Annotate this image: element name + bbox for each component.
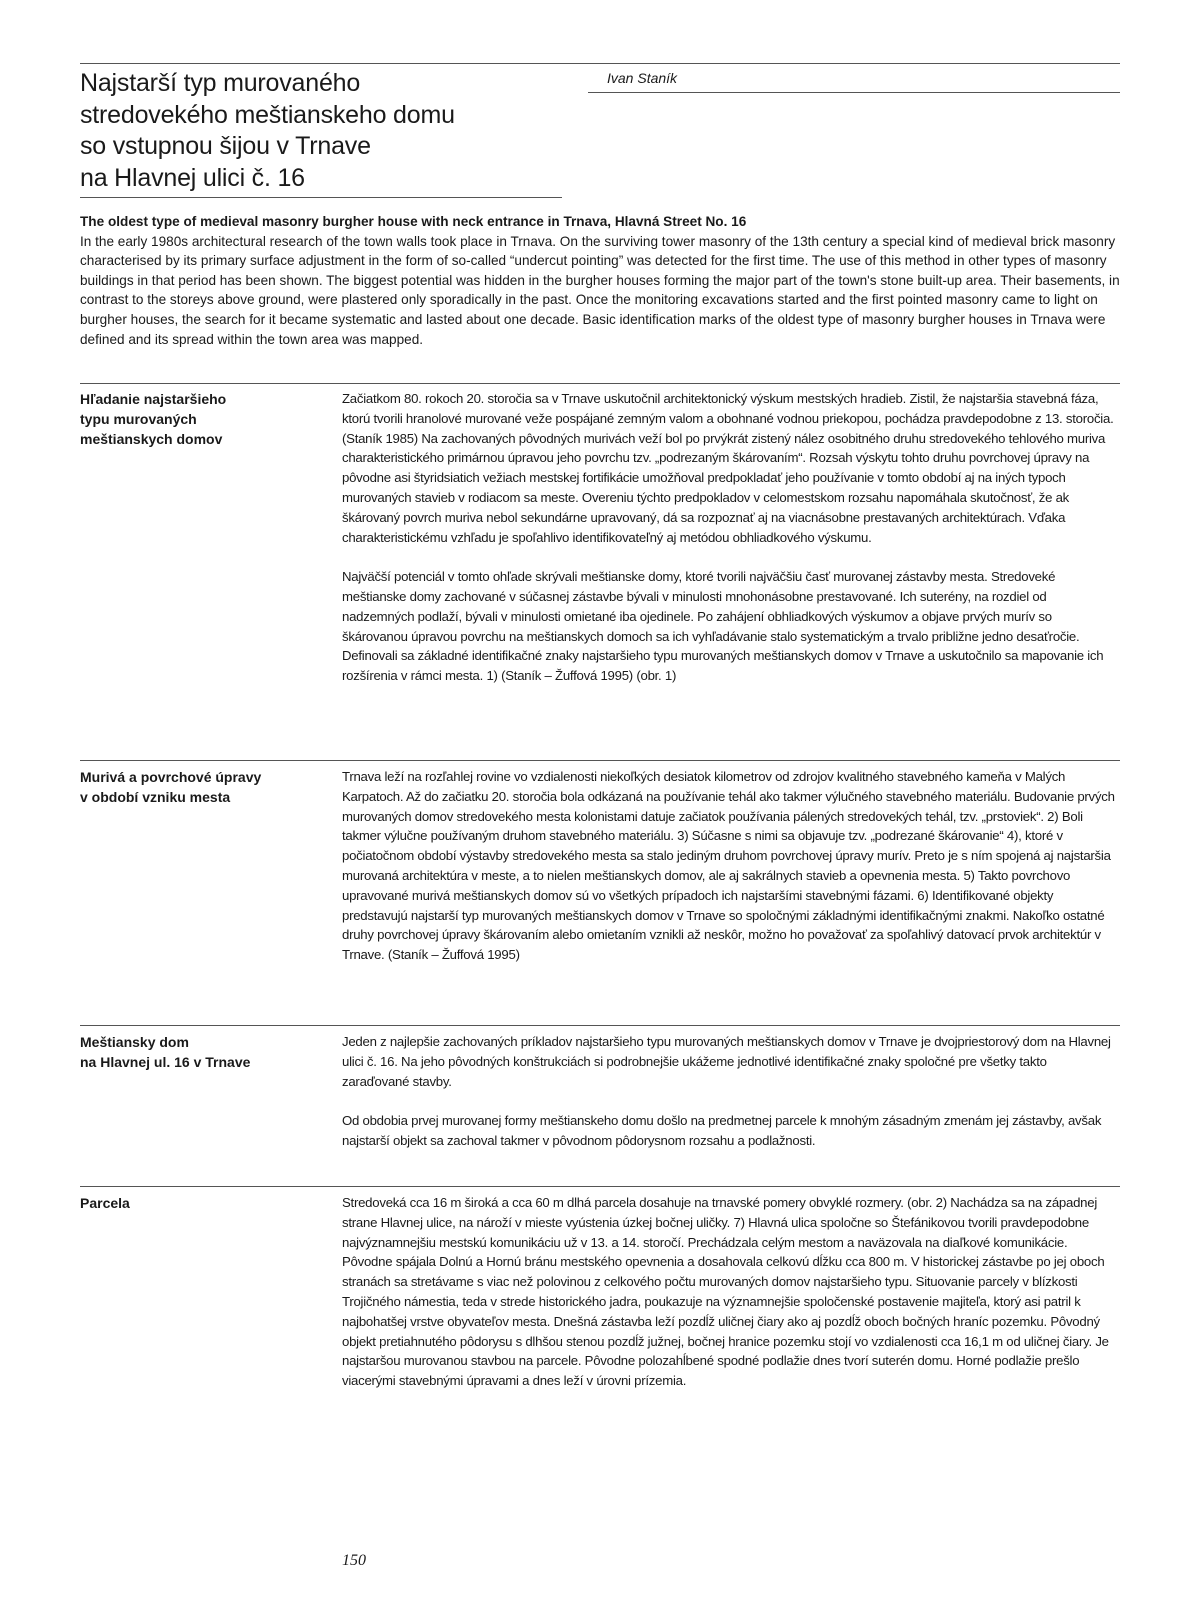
author-name: Ivan Staník (607, 70, 678, 86)
title-bottom-rule (80, 197, 562, 198)
section-2-body (342, 767, 1117, 965)
section-2-title (80, 767, 320, 807)
section-title-line: v období vzniku mesta (80, 789, 231, 805)
section-1-title (80, 389, 320, 449)
title-top-rule (80, 63, 1120, 64)
section-title-line: Murivá a povrchové úpravy (80, 769, 262, 785)
body-paragraph: Trnava leží na rozľahlej rovine vo vzdialenosti niekoľkých desiatok kilometrov od zdrojov kvalitného stavebného kameňa v Malých Karpatoch. Až do začiatku 20. storočia bola odkázaná na používanie tehál ako takmer výlučného stavebného materiálu. Budovanie prvých murovaných domov stredovekého mesta kolonistami datuje začiatok používania pálených stredovekých tehál, tzv. „prstoviek“. 2) Boli takmer výlučne používaným druhom stavebného materiálu. 3) Súčasne s nimi sa objavuje tzv. „podrezané škárovanie“ 4), ktoré v počiatočnom období výstavby stredovekého mesta sa stalo jediným druhom povrchovej úpravy murív. Preto je s ním spojená aj najstaršia murovaná architektúra v meste, a to nielen meštianskych domov, ale aj sakrálnych stavieb a opevnenia mesta. 5) Takto povrchovo upravované murivá meštianskych domov sú vo všetkých prípadoch ich najstaršími stavebnými fázami. 6) Identifikované objekty predstavujú najstarší typ murovaných meštianskych domov v Trnave so spoločnými základnými identifikačnými znakmi. Nakoľko ostatné druhy povrchovej úpravy škárovaním alebo omietaním vznikli až neskôr, možno ho považovať za spoľahlivý datovací prvok architektúr v Trnave. (Staník – Žuffová 1995) (342, 769, 1115, 963)
body-paragraph: Jeden z najlepšie zachovaných príkladov najstaršieho typu murovaných meštianskych domov v Trnave je dvojpriestorový dom na Hlavnej ulici č. 16. Na jeho pôvodných konštrukciách si podrobnejšie ukážeme jednotlivé identifikačné znaky spoločné pre všetky takto zaraďované stavby. (342, 1034, 1111, 1089)
section-1-body (342, 389, 1117, 686)
body-paragraph: Začiatkom 80. rokoch 20. storočia sa v Trnave uskutočnil architektonický výskum mestských hradieb. Zistil, že najstaršia stavebná fáza, ktorú tvorili hranolové murované veže pospájané zemným valom a obohnané vodnou priekopou, pochádza pravdepodobne z 13. storočia. (Staník 1985) Na zachovaných pôvodných murivách veží bol po prvýkrát zistený nález osobitného druhu stredovekého tehlového muriva charakteristického primárnou úpravou jeho povrchu tzv. „podrezaným škárovaním“. Rozsah výskytu tohto druhu povrchovej úpravy na pôvodne asi štyridsiatich vežiach mestskej fortifikácie umožňoval predpokladať jeho používanie v tomto období aj na iných typoch murovaných stavieb v rodiacom sa meste. Overeniu týchto predpokladov v celomestskom rozsahu napomáhala skutočnosť, že ak škárovaný povrch muriva nebol sekundárne upravovaný, dá sa rozpoznať aj na viacnásobne prestavaných architektúrach. Vďaka charakteristickému vzhľadu je spoľahlivo identifikovateľný aj metódou obhliadkového výskumu. (342, 391, 1114, 545)
article-title (80, 68, 550, 194)
section-title-line: na Hlavnej ul. 16 v Trnave (80, 1054, 251, 1070)
section-title-line: Hľadanie najstaršieho (80, 391, 227, 407)
section-4-rule (80, 1186, 1120, 1187)
section-4-title (80, 1193, 320, 1213)
title-line: so vstupnou šijou v Trnave (80, 132, 371, 160)
section-3-title (80, 1032, 320, 1072)
section-title-line: Parcela (80, 1195, 130, 1211)
abstract-heading: The oldest type of medieval masonry burgher house with neck entrance in Trnava, Hlavná Street No. 16 (80, 214, 747, 229)
section-1-rule (80, 383, 1120, 384)
title-line: na Hlavnej ulici č. 16 (80, 163, 305, 192)
title-line: Najstarší typ murovaného (80, 69, 361, 97)
english-abstract (80, 212, 1125, 349)
body-paragraph: Stredoveká cca 16 m široká a cca 60 m dlhá parcela dosahuje na trnavské pomery obvyklé rozmery. (obr. 2) Nachádza sa na západnej strane Hlavnej ulice, na nároží v mieste vyústenia úzkej bočnej uličky. 7) Hlavná ulica spoločne so Štefánikovou tvorili pravdepodobne najvýznamnejšiu mestskú komunikáciu už v 13. a 14. storočí. Prechádzala celým mestom a naväzovala na diaľkové komunikácie. Pôvodne spájala Dolnú a Hornú bránu mestského opevnenia a dosahovala celkovú dĺžku cca 800 m. V historickej zástavbe po jej oboch stranách sa stretávame s viac než polovinou z celkového počtu murovaných domov najstaršieho typu. Situovanie parcely v blízkosti Trojičného námestia, teda v strede historického jadra, poukazuje na významnejšie spoločenské postavenie majiteľa, ktorý asi patril k najbohatšej vrstve obyvateľov mesta. Dnešná zástavba leží pozdĺž uličnej čiary ako aj pozdĺž oboch bočných hraníc pozemku. Pôvodný objekt pretiahnutého pôdorysu s dlhšou stenou pozdĺž južnej, bočnej hranice pozemku stojí vo vzdialenosti cca 16,1 m od uličnej čiary. Je najstaršou murovanou stavbou na parcele. Pôvodne polozahĺbené spodné podlažie dnes tvorí suterén domu. Horné podlažie prešlo viacerými stavebnými úpravami a dnes leží v úrovni prízemia. (342, 1195, 1109, 1389)
section-title-line: meštianskych domov (80, 431, 223, 447)
page-number: 150 (342, 1552, 366, 1569)
section-title-line: Meštiansky dom (80, 1034, 189, 1050)
body-paragraph: Najväčší potenciál v tomto ohľade skrývali meštianske domy, ktoré tvorili najväčšiu časť murovanej zástavby mesta. Stredoveké meštianske domy zachované v súčasnej zástavbe bývali v minulosti mnohonásobne prestavované. Ich suterény, na rozdiel od nadzemných podlaží, bývali v minulosti omietané iba ojedinele. Po zahájení obhliadkových výskumov a objave prvých murív so škárovanou úpravou povrchu na meštianskych domoch sa ich vyhľadávanie stalo systematickým a trvalo približne jedno desaťročie. Definovali sa základné identifikačné znaky najstaršieho typu murovaných meštianskych domov v Trnave a uskutočnilo sa mapovanie ich rozšírenia v rámci mesta. 1) (Staník – Žuffová 1995) (obr. 1) (342, 569, 1104, 684)
section-2-rule (80, 760, 1120, 761)
section-3-body (342, 1032, 1117, 1151)
section-title-line: typu murovaných (80, 411, 197, 427)
abstract-text: In the early 1980s architectural research of the town walls took place in Trnava. On the surviving tower masonry of the 13th century a special kind of medieval brick masonry characterised by its primary surface adjustment in the form of so-called “undercut pointing” was detected for the first time. The use of this method in other types of masonry buildings in that period has been shown. The biggest potential was hidden in the burgher houses forming the major part of the town's stone built-up area. Their basements, in contrast to the storeys above ground, were plastered only sporadically in the past. Once the monitoring excavations started and the first pointed masonry came to light on burgher houses, the search for it became systematic and lasted about one decade. Basic identification marks of the oldest type of masonry burgher houses in Trnava were defined and its spread within the town area was mapped. (80, 233, 1120, 347)
author-bottom-rule (588, 92, 1120, 93)
section-4-body (342, 1193, 1117, 1391)
title-line: stredovekého meštianskeho domu (80, 100, 455, 129)
body-paragraph: Od obdobia prvej murovanej formy meštianskeho domu došlo na predmetnej parcele k mnohým zásadným zmenám jej zástavby, avšak najstarší objekt sa zachoval takmer v pôvodnom pôdorysnom rozsahu a podlažnosti. (342, 1113, 1102, 1148)
section-3-rule (80, 1025, 1120, 1026)
